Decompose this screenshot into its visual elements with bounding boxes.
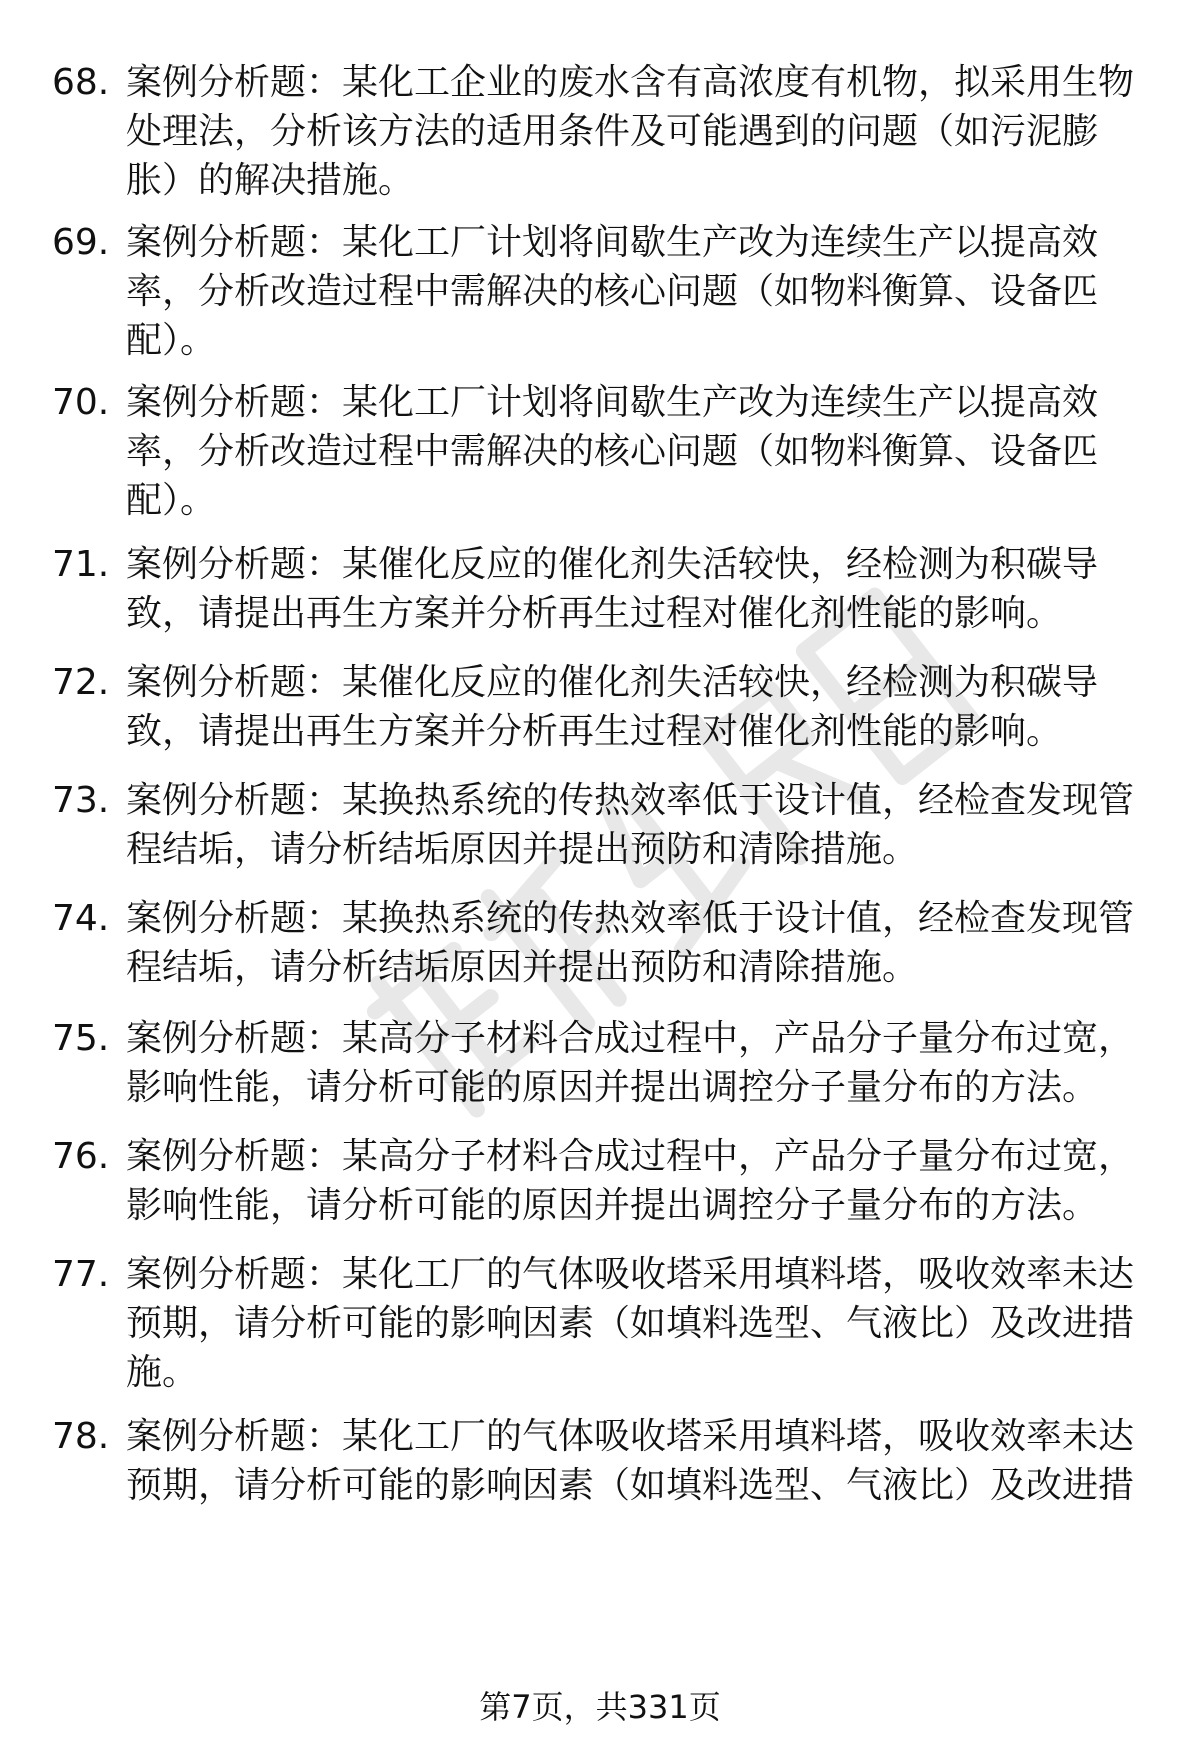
question-line: 案例分析题：某高分子材料合成过程中，产品分子量分布过宽， xyxy=(126,1136,1135,1177)
question-number: 78. xyxy=(52,1416,110,1457)
question-line: 案例分析题：某化工厂的气体吸收塔采用填料塔，吸收效率未达 xyxy=(126,1416,1135,1457)
question-line: 案例分析题：某换热系统的传热效率低于设计值，经检查发现管 xyxy=(126,898,1135,939)
question-line: 案例分析题：某化工厂计划将间歇生产改为连续生产以提高效 xyxy=(126,222,1099,263)
question-number: 77. xyxy=(52,1254,110,1295)
question-line: 案例分析题：某换热系统的传热效率低于设计值，经检查发现管 xyxy=(126,780,1135,821)
question-line: 案例分析题：某催化反应的催化剂失活较快，经检测为积碳导 xyxy=(126,544,1099,585)
question-text xyxy=(126,658,1186,756)
question-line: 率，分析改造过程中需解决的核心问题（如物料衡算、设备匹 xyxy=(126,271,1099,312)
question-line: 影响性能，请分析可能的原因并提出调控分子量分布的方法。 xyxy=(126,1067,1099,1108)
question-line: 配）。 xyxy=(126,480,217,521)
question-line: 案例分析题：某高分子材料合成过程中，产品分子量分布过宽， xyxy=(126,1018,1135,1059)
question-text xyxy=(126,1250,1186,1397)
question-number: 76. xyxy=(52,1136,110,1177)
question-text xyxy=(126,540,1186,638)
question-line: 胀）的解决措施。 xyxy=(126,160,415,201)
question-text xyxy=(126,58,1186,205)
question-number: 70. xyxy=(52,382,110,423)
question-text xyxy=(126,218,1186,365)
question-line: 致，请提出再生方案并分析再生过程对催化剂性能的影响。 xyxy=(126,593,1063,634)
question-text xyxy=(126,1412,1186,1510)
question-line: 案例分析题：某催化反应的催化剂失活较快，经检测为积碳导 xyxy=(126,662,1099,703)
question-line: 处理法，分析该方法的适用条件及可能遇到的问题（如污泥膨 xyxy=(126,111,1099,152)
question-number: 68. xyxy=(52,62,110,103)
question-text xyxy=(126,378,1186,525)
question-number: 71. xyxy=(52,544,110,585)
page-footer: 第7页，共331页 xyxy=(479,1688,721,1726)
question-line: 致，请提出再生方案并分析再生过程对催化剂性能的影响。 xyxy=(126,711,1063,752)
question-line: 配）。 xyxy=(126,320,217,361)
question-line: 预期，请分析可能的影响因素（如填料选型、气液比）及改进措 xyxy=(126,1303,1135,1344)
question-text xyxy=(126,1014,1186,1112)
question-line: 案例分析题：某化工厂的气体吸收塔采用填料塔，吸收效率未达 xyxy=(126,1254,1135,1295)
question-number: 72. xyxy=(52,662,110,703)
question-line: 率，分析改造过程中需解决的核心问题（如物料衡算、设备匹 xyxy=(126,431,1099,472)
question-line: 程结垢，请分析结垢原因并提出预防和清除措施。 xyxy=(126,947,919,988)
question-line: 案例分析题：某化工企业的废水含有高浓度有机物，拟采用生物 xyxy=(126,62,1135,103)
question-text xyxy=(126,1132,1186,1230)
question-number: 73. xyxy=(52,780,110,821)
question-text xyxy=(126,894,1186,992)
question-number: 74. xyxy=(52,898,110,939)
question-text xyxy=(126,776,1186,874)
question-number: 75. xyxy=(52,1018,110,1059)
question-line: 程结垢，请分析结垢原因并提出预防和清除措施。 xyxy=(126,829,919,870)
question-line: 案例分析题：某化工厂计划将间歇生产改为连续生产以提高效 xyxy=(126,382,1099,423)
question-line: 影响性能，请分析可能的原因并提出调控分子量分布的方法。 xyxy=(126,1185,1099,1226)
question-number: 69. xyxy=(52,222,110,263)
question-line: 预期，请分析可能的影响因素（如填料选型、气液比）及改进措 xyxy=(126,1465,1135,1506)
question-line: 施。 xyxy=(126,1352,199,1393)
